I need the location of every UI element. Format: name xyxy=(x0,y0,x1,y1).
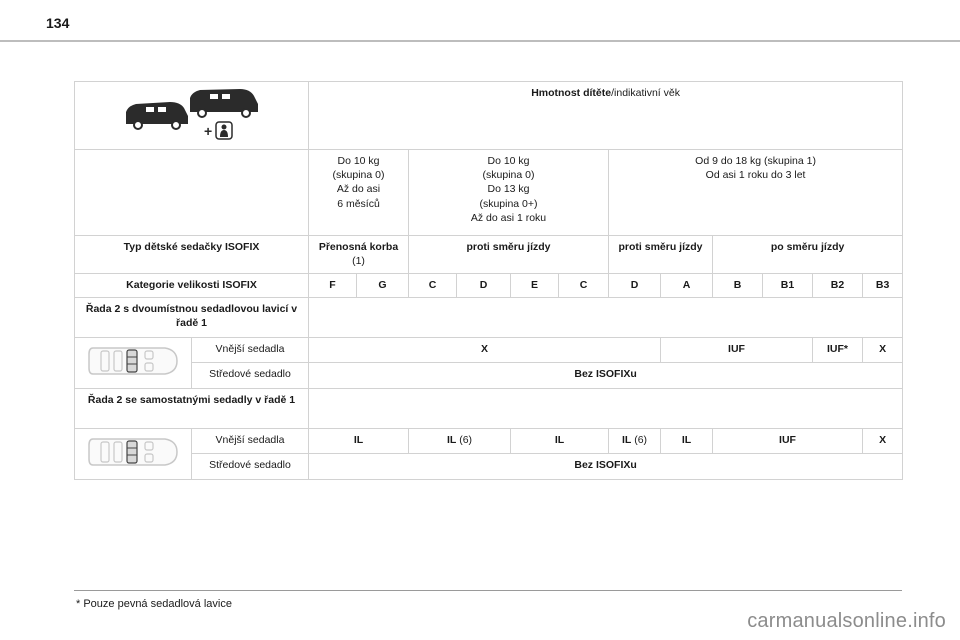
child-weight-header xyxy=(309,82,903,150)
svg-text:+: + xyxy=(203,123,212,140)
watermark: carmanualsonline.info xyxy=(747,610,946,632)
center-seat-label: Středové sedadlo xyxy=(192,454,309,480)
value-cell: IUF xyxy=(713,429,863,454)
outer-seats-label: Vnější sedadla xyxy=(192,429,309,454)
value-cell: IUF* xyxy=(813,338,863,363)
value-cell: Bez ISOFIXu xyxy=(309,363,903,389)
van-seat-layout-icon xyxy=(87,433,179,471)
size-cell: F xyxy=(309,274,357,298)
value-cell: IL (6) xyxy=(409,429,511,454)
section-title: Řada 2 se samostatnými sedadly v řadě 1 xyxy=(75,389,309,429)
size-cell: B3 xyxy=(863,274,903,298)
size-cell: B2 xyxy=(813,274,863,298)
size-cell: E xyxy=(511,274,559,298)
footnote: * Pouze pevná sedadlová lavice xyxy=(76,598,232,610)
weight-title: Hmotnost dítěte xyxy=(531,87,612,99)
forward-facing-cell: po směru jízdy xyxy=(713,236,903,274)
seat-layout-cell xyxy=(75,338,192,389)
size-category-label: Kategorie velikosti ISOFIX xyxy=(75,274,309,298)
carrycot-cell: Přenosná korba (1) xyxy=(309,236,409,274)
empty-cell xyxy=(309,389,903,429)
size-cell: C xyxy=(409,274,457,298)
vehicle-icon-cell xyxy=(75,82,309,150)
vans-icon xyxy=(122,86,262,140)
size-cell: B1 xyxy=(763,274,813,298)
size-cell: D xyxy=(457,274,511,298)
size-cell: B xyxy=(713,274,763,298)
value-cell: IL xyxy=(309,429,409,454)
page-number: 134 xyxy=(46,15,70,31)
rear-facing-cell-2: proti směru jízdy xyxy=(609,236,713,274)
isofix-table xyxy=(74,81,903,480)
outer-seats-label: Vnější sedadla xyxy=(192,338,309,363)
rear-facing-cell: proti směru jízdy xyxy=(409,236,609,274)
empty-cell xyxy=(309,298,903,338)
value-cell: IL xyxy=(511,429,609,454)
group-0a: Do 10 kg (skupina 0) Až do asi 6 měsíců xyxy=(309,150,409,236)
center-seat-label: Středové sedadlo xyxy=(192,363,309,389)
van-seat-layout-icon xyxy=(87,342,179,380)
value-cell: IL xyxy=(661,429,713,454)
empty-cell xyxy=(75,150,309,236)
value-cell: IUF xyxy=(661,338,813,363)
seat-layout-cell xyxy=(75,429,192,480)
group-0b: Do 10 kg (skupina 0) Do 13 kg (skupina 0+) Až do asi 1 roku xyxy=(409,150,609,236)
group-1: Od 9 do 18 kg (skupina 1) Od asi 1 roku do 3 let xyxy=(609,150,903,236)
value-cell: IL (6) xyxy=(609,429,661,454)
value-cell: Bez ISOFIXu xyxy=(309,454,903,480)
section-title: Řada 2 s dvoumístnou sedadlovou lavicí v řadě 1 xyxy=(75,298,309,338)
size-cell: C xyxy=(559,274,609,298)
size-cell: G xyxy=(357,274,409,298)
footnote-divider xyxy=(74,590,902,591)
value-cell: X xyxy=(863,338,903,363)
weight-subtitle: /indikativní věk xyxy=(611,87,680,99)
size-cell: A xyxy=(661,274,713,298)
size-cell: D xyxy=(609,274,661,298)
value-cell: X xyxy=(309,338,661,363)
seat-type-label: Typ dětské sedačky ISOFIX xyxy=(75,236,309,274)
top-divider xyxy=(0,40,960,42)
child-seat-icon xyxy=(216,122,232,139)
value-cell: X xyxy=(863,429,903,454)
